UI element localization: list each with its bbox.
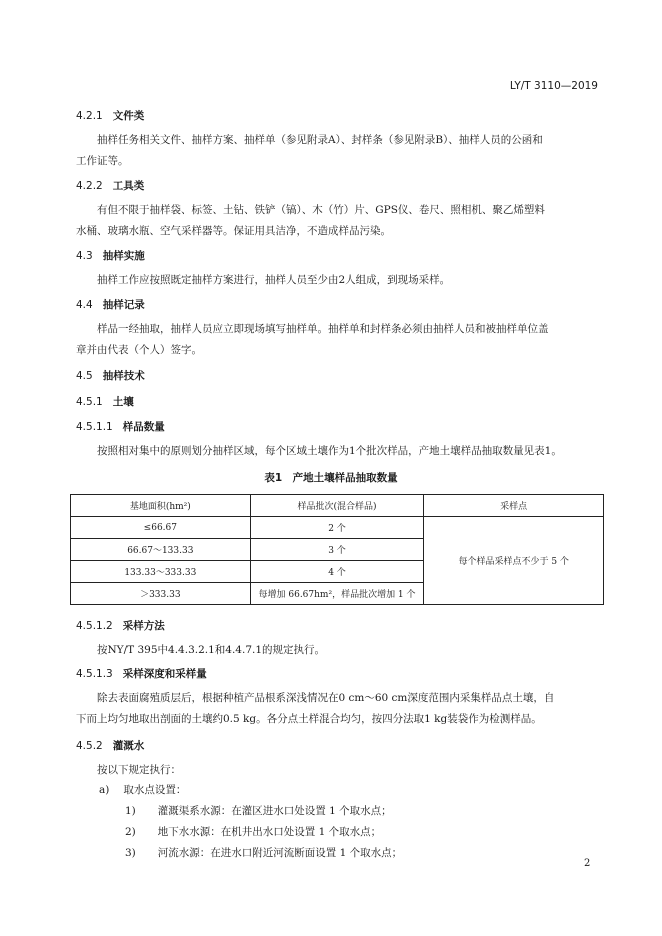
paragraph-sample-count: 按照相对集中的原则划分抽样区域，每个区域土壤作为1个批次样品，产地土壤样品抽取数量见表1。 [97,445,562,457]
heading-4-5: 4.5 抽样技术 [76,370,145,382]
paragraph-documents: 抽样任务相关文件、抽样方案、抽样单（参见附录A）、封样条（参见附录B）、抽样人员的公函和 工作证等。 [76,134,543,167]
heading-4-5-1-2: 4.5.1.2 采样方法 [76,620,165,632]
page-number: 2 [584,858,591,869]
heading-4-3: 4.3 抽样实施 [76,250,145,262]
header-batches: 样品批次(混合样品) [250,495,424,517]
cell-area: 133.33～333.33 [71,561,251,583]
heading-4-5-1: 4.5.1 土壤 [76,396,134,408]
list-item: 1) 灌溉渠系水源：在灌区进水口处设置 1 个取水点； [125,805,392,817]
header-sampling-points: 采样点 [424,495,604,517]
heading-4-4: 4.4 抽样记录 [76,299,145,311]
list-item: 3) 河流水源：在进水口附近河流断面设置 1 个取水点； [125,847,403,859]
heading-4-5-2: 4.5.2 灌溉水 [76,740,145,752]
cell-batches: 3 个 [250,539,424,561]
soil-sample-table [70,494,604,605]
cell-sampling-points: 每个样品采样点不少于 5 个 [424,517,604,605]
paragraph-sampling-depth: 除去表面腐殖质层后，根据种植产品根系深浅情况在0 cm～60 cm深度范围内采集样品点土壤，自 下而上均匀地取出剖面的土壤约0.5 kg。各分点土样混合均匀，按四分法取1 kg装袋作为检测样品。 [76,692,555,725]
paragraph-records: 样品一经抽取，抽样人员应立即现场填写抽样单。抽样单和封样条必须由抽样人员和被抽样单位盖 章并由代表（个人）签字。 [76,323,549,356]
list-item-a: a) 取水点设置： [99,784,187,796]
paragraph-sampling-method: 按NY/T 395中4.4.3.2.1和4.4.7.1的规定执行。 [97,644,326,656]
cell-batches: 2 个 [250,517,424,539]
cell-batches: 每增加 66.67hm²，样品批次增加 1 个 [250,583,424,605]
heading-4-5-1-1: 4.5.1.1 样品数量 [76,421,165,433]
heading-4-5-1-3: 4.5.1.3 采样深度和采样量 [76,668,207,680]
cell-area: ＞333.33 [71,583,251,605]
heading-4-2-1: 4.2.1 文件类 [76,110,145,122]
cell-area: 66.67～133.33 [71,539,251,561]
heading-4-2-2: 4.2.2 工具类 [76,180,145,192]
table-header-row [71,495,604,517]
header-area: 基地面积(hm²) [71,495,251,517]
cell-batches: 4 个 [250,561,424,583]
paragraph-irrigation-intro: 按以下规定执行： [97,764,181,776]
list-item: 2) 地下水水源：在机井出水口处设置 1 个取水点； [125,826,382,838]
paragraph-tools: 有但不限于抽样袋、标签、土钻、铁铲（镐）、木（竹）片、GPS仪、卷尺、照相机、聚乙烯塑料 水桶、玻璃水瓶、空气采样器等。保证用具洁净，不造成样品污染。 [76,204,545,237]
table-row [71,517,604,539]
paragraph-implementation: 抽样工作应按照既定抽样方案进行，抽样人员至少由2人组成，到现场采样。 [97,274,451,286]
document-id: LY/T 3110—2019 [509,80,598,92]
table-caption: 表1 产地土壤样品抽取数量 [264,472,398,484]
cell-area: ≤66.67 [71,517,251,539]
